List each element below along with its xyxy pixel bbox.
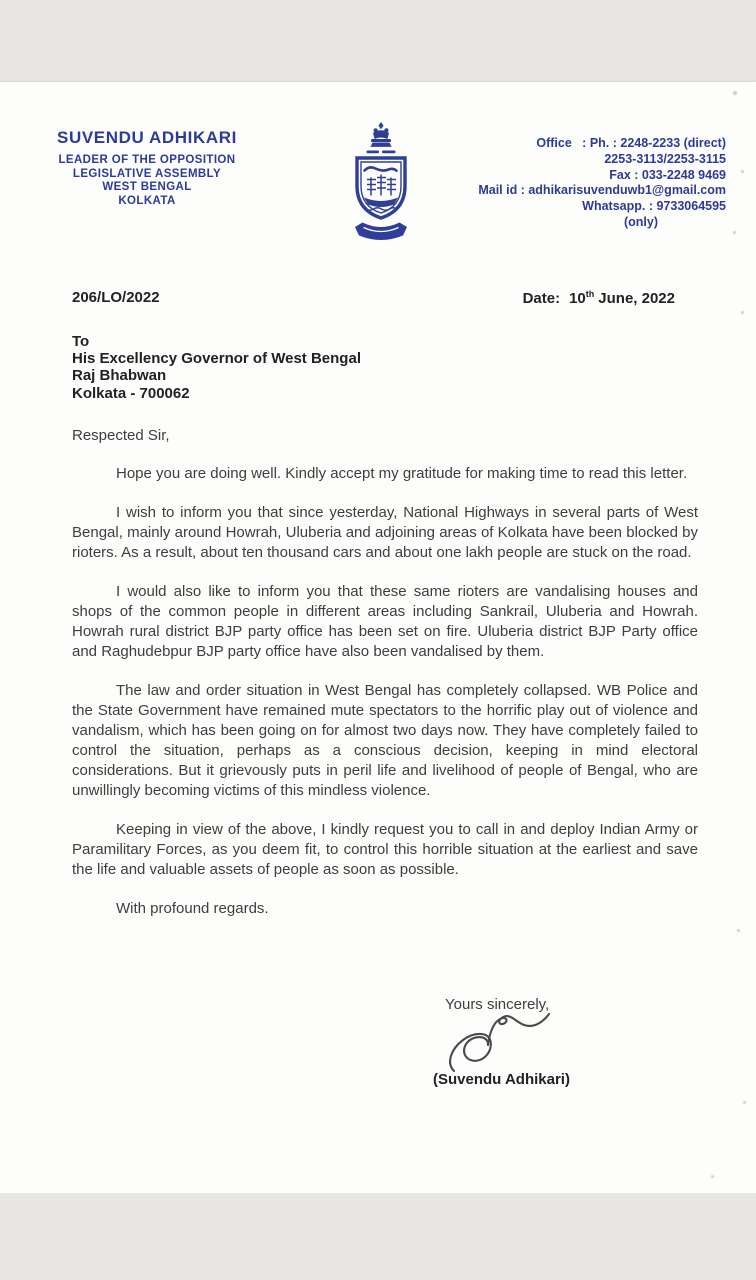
body-paragraph: Keeping in view of the above, I kindly request you to call in and deploy Indian Army or Paramilitary Forces, as you deem fit, to control this horrible situation at the earliest and save the life and valuable assets of people as soon as possible.	[72, 821, 698, 878]
scan-smudge	[743, 1101, 746, 1104]
scan-smudge	[711, 1175, 714, 1178]
reference-and-date-row	[72, 289, 697, 311]
state-crest-icon	[349, 121, 413, 249]
body-paragraph: Hope you are doing well. Kindly accept my gratitude for making time to read this letter.	[116, 465, 688, 482]
bottom-letterbox-band	[0, 1193, 756, 1280]
letterhead-contact-block	[478, 136, 726, 231]
date-ordinal: th	[585, 289, 595, 299]
scan-smudge	[741, 311, 744, 314]
sender-title-line: LEADER OF THE OPPOSITION	[58, 154, 236, 166]
recipient-line: His Excellency Governor of West Bengal	[72, 350, 361, 368]
top-letterbox-band	[0, 0, 756, 82]
recipient-line: To	[72, 333, 90, 350]
sender-title-line: LEGISLATIVE ASSEMBLY	[72, 167, 222, 180]
closing-line: With profound regards.	[116, 900, 269, 917]
sender-name: SUVENDU ADHIKARI	[57, 128, 237, 147]
letter-page	[0, 82, 756, 1193]
whatsapp-only-note: (only)	[623, 214, 658, 229]
scan-smudge	[733, 91, 737, 95]
fax-line: Fax : 033-2248 9469	[609, 167, 726, 182]
scan-smudge	[737, 929, 740, 932]
date-day: 10	[569, 290, 586, 307]
office-phone-line-2: 2253-3113/2253-3115	[604, 151, 726, 166]
sender-title-line: WEST BENGAL	[102, 181, 192, 193]
body-paragraph: I wish to inform you that since yesterday, National Highways in several parts of West Bengal, mainly around Howrah, Uluberia and adjoining areas of Kolkata have been blocked by rioters. As a result, about ten thousand cars and about one lakh people are stuck on the road.	[72, 504, 698, 561]
signatory-name: (Suvendu Adhikari)	[433, 1071, 570, 1088]
letter-body	[72, 426, 698, 919]
signature-scribble-icon	[444, 1010, 556, 1074]
scan-smudge	[733, 231, 736, 234]
recipient-line: Kolkata - 700062	[72, 384, 190, 402]
letter-date	[523, 289, 675, 307]
salutation: Respected Sir,	[72, 427, 170, 444]
valediction: Yours sincerely,	[445, 996, 550, 1013]
body-paragraph: The law and order situation in West Bengal has completely collapsed. WB Police and the State Government have remained mute spectators to the horrific play out of violence and vandalism, which has been going on for almost two days now. They have completely failed to control the situation, perhaps as a conscious decision, keeping in mind electoral considerations. But it grievously puts in peril life and livelihood of people of Bengal, who are unwillingly becoming victims of this mindless violence.	[72, 682, 698, 799]
scan-smudge	[741, 170, 744, 173]
date-label: Date:	[522, 290, 561, 307]
recipient-address-block	[72, 333, 361, 402]
reference-number: 206/LO/2022	[72, 289, 160, 306]
sender-title-line: KOLKATA	[118, 194, 176, 207]
recipient-line: Raj Bhabwan	[72, 367, 167, 385]
letterhead-sender-block	[40, 128, 254, 208]
whatsapp-line: Whatsapp. : 9733064595	[582, 199, 726, 214]
date-month-year: June, 2022	[598, 290, 675, 307]
body-paragraph: I would also like to inform you that these same rioters are vandalising houses and shops of the common people in different areas including Sankrail, Uluberia and Howrah. Howrah rural district BJP party office has been set on fire. Uluberia district BJP Party office and Raghudebpur BJP party office have also been vandalised by them.	[72, 583, 698, 660]
email-line: Mail id : adhikarisuvenduwb1@gmail.com	[478, 183, 726, 198]
office-phone-line: Office : Ph. : 2248-2233 (direct)	[536, 136, 726, 150]
